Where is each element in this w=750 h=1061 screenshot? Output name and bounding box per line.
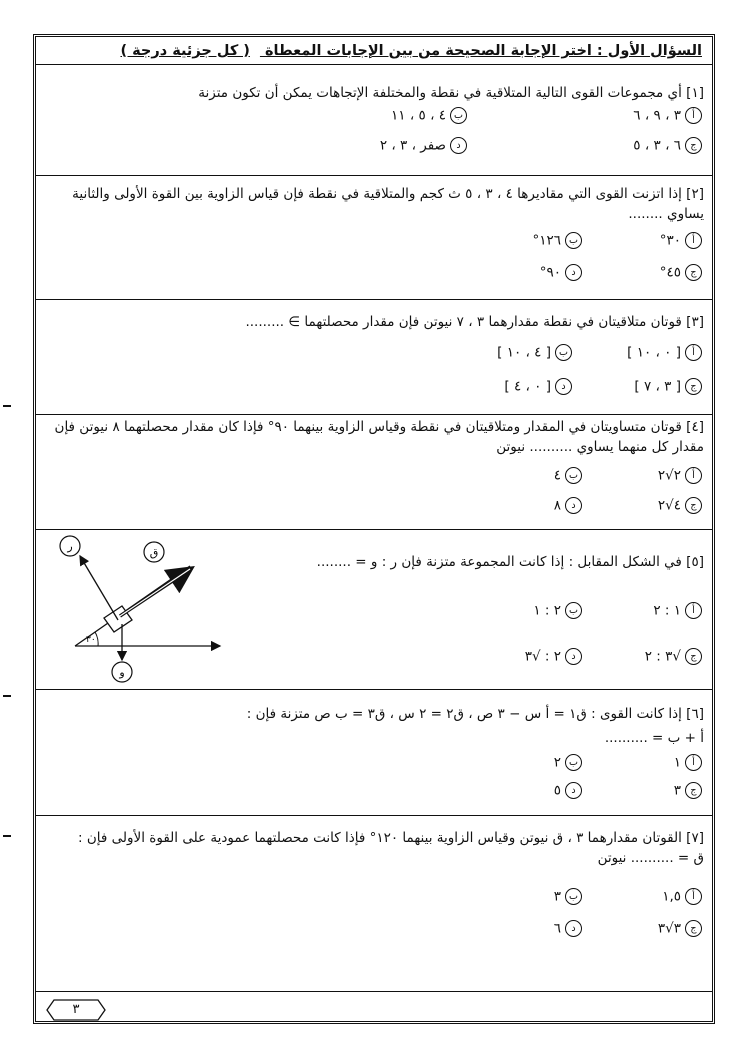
q1-option-a[interactable]: أ٣ ، ٩ ، ٦ bbox=[633, 107, 702, 124]
label-w: و bbox=[119, 666, 125, 679]
question-2 bbox=[36, 176, 712, 300]
q3-option-c[interactable]: ج[ ٣ ، ٧ ] bbox=[634, 378, 702, 395]
question-3 bbox=[36, 300, 712, 415]
question-6-subtext: أ + ب = .......... bbox=[604, 730, 704, 746]
q4-option-c[interactable]: ج٤√٢ bbox=[658, 497, 702, 514]
q3-option-b[interactable]: ب[ ٤ ، ١٠ ] bbox=[497, 344, 572, 361]
title-note: ( كل جزئية درجة ) bbox=[120, 43, 250, 59]
q4-option-d[interactable]: د٨ bbox=[554, 497, 582, 514]
margin-tick bbox=[3, 405, 11, 407]
q6-option-b[interactable]: ب٢ bbox=[554, 754, 582, 771]
label-q: ق bbox=[149, 546, 159, 559]
question-6-text: [٦] إذا كانت القوى : ق١ = أ س − ٣ ص ، ق٢ = ٢ س ، ق٣ = ب ص متزنة فإن : bbox=[246, 706, 704, 722]
q5-option-b[interactable]: ب٢ : ١ bbox=[533, 602, 582, 619]
inclined-plane-figure bbox=[40, 530, 225, 688]
margin-tick bbox=[3, 695, 11, 697]
q5-option-c[interactable]: ج√٣ : ٢ bbox=[645, 648, 702, 665]
question-4-text: [٤] قوتان متساويتان في المقدار ومتلاقيتان في نقطة وقياس الزاوية بينهما ٩٠° فإذا كان مقدار محصلتهما ٨ نيوتن فإن مقدار كل منهما يساوي .......... نيوتن bbox=[54, 419, 704, 455]
question-7-text: [٧] القوتان مقدارهما ٣ ، ق نيوتن وقياس الزاوية بينهما ١٢٠° فإذا كانت محصلتهما عمودية على القوة الأولى فإن : ق = .......... نيوتن bbox=[78, 830, 704, 866]
header-section bbox=[36, 37, 712, 65]
q4-option-b[interactable]: ب٤ bbox=[554, 467, 582, 484]
q5-option-a[interactable]: أ١ : ٢ bbox=[653, 602, 702, 619]
angle-label: ٣٠ bbox=[86, 635, 96, 645]
q3-option-a[interactable]: أ[ ٠ ، ١٠ ] bbox=[627, 344, 702, 361]
q6-option-a[interactable]: أ١ bbox=[674, 754, 702, 771]
q4-option-a[interactable]: أ٢√٢ bbox=[658, 467, 702, 484]
page-number-badge bbox=[46, 999, 106, 1021]
question-6 bbox=[36, 690, 712, 816]
question-5-text: [٥] في الشكل المقابل : إذا كانت المجموعة متزنة فإن ر : و = ........ bbox=[316, 554, 704, 570]
q2-option-b[interactable]: ب١٢٦° bbox=[532, 232, 582, 249]
q7-option-a[interactable]: أ١,٥ bbox=[662, 888, 702, 905]
q1-option-c[interactable]: ج٦ ، ٣ ، ٥ bbox=[633, 137, 702, 154]
q7-option-c[interactable]: ج٣√٣ bbox=[658, 920, 702, 937]
question-1 bbox=[36, 65, 712, 176]
page-number: ٣ bbox=[72, 1002, 80, 1017]
q2-option-d[interactable]: د٩٠° bbox=[540, 264, 582, 281]
q2-option-c[interactable]: ج٤٥° bbox=[660, 264, 702, 281]
q2-option-a[interactable]: أ٣٠° bbox=[660, 232, 702, 249]
q7-option-d[interactable]: د٦ bbox=[554, 920, 582, 937]
question-3-text: [٣] قوتان متلاقيتان في نقطة مقدارهما ٣ ، ٧ نيوتن فإن مقدار محصلتهما ∋ ......... bbox=[245, 314, 704, 330]
question-1-text: [١] أي مجموعات القوى التالية المتلاقية في نقطة والمختلفة الإتجاهات يمكن أن تكون متزنة bbox=[198, 85, 704, 101]
force-r-arrow bbox=[80, 556, 118, 620]
q6-option-d[interactable]: د٥ bbox=[554, 782, 582, 799]
section-title bbox=[120, 43, 702, 59]
q1-option-b[interactable]: ب٤ ، ٥ ، ١١ bbox=[391, 107, 467, 124]
question-4 bbox=[36, 415, 712, 530]
q6-option-c[interactable]: ج٣ bbox=[674, 782, 702, 799]
page-frame bbox=[33, 34, 715, 1024]
question-5 bbox=[36, 530, 712, 690]
label-r: ر bbox=[67, 540, 73, 553]
question-7 bbox=[36, 816, 712, 992]
q7-option-b[interactable]: ب٣ bbox=[554, 888, 582, 905]
title-text: السؤال الأول : اختر الإجابة الصحيحة من بين الإجابات المعطاة bbox=[265, 43, 702, 59]
q1-option-d[interactable]: دصفر ، ٣ ، ٢ bbox=[380, 137, 467, 154]
margin-tick bbox=[3, 835, 11, 837]
q5-option-d[interactable]: د٢ : √٣ bbox=[525, 648, 582, 665]
question-2-text: [٢] إذا اتزنت القوى التي مقاديرها ٤ ، ٣ ، ٥ ث كجم والمتلاقية في نقطة فإن قياس الزاوية بين القوة الأولى والثانية يساوي ........ bbox=[72, 186, 704, 222]
q3-option-d[interactable]: د[ ٠ ، ٤ ] bbox=[504, 378, 572, 395]
